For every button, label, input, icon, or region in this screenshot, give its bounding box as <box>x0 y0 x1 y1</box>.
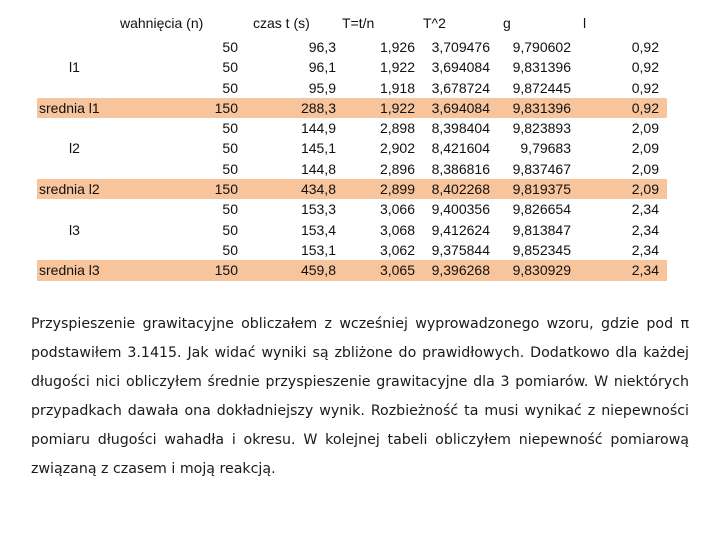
summary-cell-t: 434,8 <box>300 181 336 198</box>
cell-t: 96,1 <box>308 59 336 76</box>
table-row <box>37 240 667 260</box>
summary-cell-T2: 8,402268 <box>431 181 490 198</box>
cell-n: 50 <box>222 79 238 96</box>
cell-T: 2,902 <box>379 140 415 157</box>
header-t: czas t (s) <box>253 15 310 31</box>
cell-l: 2,34 <box>631 221 659 238</box>
cell-t: 144,9 <box>300 120 336 137</box>
cell-g: 9,823893 <box>512 120 571 137</box>
cell-g: 9,79683 <box>520 140 571 157</box>
summary-label: srednia l3 <box>39 262 100 279</box>
cell-g: 9,852345 <box>512 241 571 258</box>
cell-T: 3,062 <box>379 241 415 258</box>
table-row <box>37 118 667 138</box>
table-header <box>0 15 720 35</box>
cell-n: 50 <box>222 221 238 238</box>
summary-row <box>37 179 667 199</box>
summary-cell-l: 2,34 <box>631 262 659 279</box>
summary-cell-T: 3,065 <box>379 262 415 279</box>
cell-l: 0,92 <box>631 39 659 55</box>
cell-T: 2,898 <box>379 120 415 137</box>
cell-n: 50 <box>222 140 238 157</box>
cell-n: 50 <box>222 39 238 55</box>
cell-T: 1,922 <box>379 59 415 76</box>
table-row <box>37 37 667 57</box>
group-label: l3 <box>69 221 80 238</box>
cell-T2: 9,400356 <box>431 201 490 218</box>
summary-cell-n: 150 <box>214 99 238 116</box>
table-row <box>37 159 667 179</box>
table-row <box>37 138 667 158</box>
summary-cell-l: 2,09 <box>631 181 659 198</box>
cell-g: 9,872445 <box>512 79 571 96</box>
group-label: l2 <box>69 140 80 157</box>
cell-T2: 8,398404 <box>431 120 490 137</box>
summary-cell-t: 459,8 <box>300 262 336 279</box>
cell-g: 9,837467 <box>512 160 571 177</box>
cell-T2: 3,709476 <box>431 39 490 55</box>
cell-l: 2,34 <box>631 241 659 258</box>
summary-cell-g: 9,830929 <box>512 262 571 279</box>
cell-l: 2,09 <box>631 120 659 137</box>
cell-T: 3,068 <box>379 221 415 238</box>
cell-t: 153,1 <box>300 241 336 258</box>
group-label: l1 <box>69 59 80 76</box>
cell-T2: 9,375844 <box>431 241 490 258</box>
cell-l: 2,34 <box>631 201 659 218</box>
table-row <box>37 199 667 219</box>
cell-T2: 8,386816 <box>431 160 490 177</box>
cell-T2: 9,412624 <box>431 221 490 238</box>
cell-t: 145,1 <box>300 140 336 157</box>
summary-cell-n: 150 <box>214 181 238 198</box>
cell-t: 95,9 <box>308 79 336 96</box>
cell-t: 153,3 <box>300 201 336 218</box>
header-n: wahnięcia (n) <box>120 15 204 31</box>
header-l: l <box>583 15 587 31</box>
cell-g: 9,826654 <box>512 201 571 218</box>
cell-n: 50 <box>222 59 238 76</box>
summary-row <box>37 260 667 280</box>
cell-t: 96,3 <box>308 39 336 55</box>
header-T2: T^2 <box>423 15 446 31</box>
cell-T: 3,066 <box>379 201 415 218</box>
summary-cell-n: 150 <box>214 262 238 279</box>
cell-l: 0,92 <box>631 59 659 76</box>
summary-cell-g: 9,819375 <box>512 181 571 198</box>
cell-T2: 8,421604 <box>431 140 490 157</box>
cell-T: 1,918 <box>379 79 415 96</box>
cell-n: 50 <box>222 160 238 177</box>
cell-n: 50 <box>222 201 238 218</box>
cell-g: 9,790602 <box>512 39 571 55</box>
summary-cell-l: 0,92 <box>631 99 659 116</box>
cell-l: 2,09 <box>631 140 659 157</box>
cell-T: 2,896 <box>379 160 415 177</box>
summary-cell-T2: 9,396268 <box>431 262 490 279</box>
cell-T2: 3,678724 <box>431 79 490 96</box>
cell-t: 144,8 <box>300 160 336 177</box>
cell-g: 9,831396 <box>512 59 571 76</box>
summary-label: srednia l1 <box>39 99 100 116</box>
summary-label: srednia l2 <box>39 181 100 198</box>
cell-t: 153,4 <box>300 221 336 238</box>
table-row <box>37 57 667 77</box>
cell-l: 2,09 <box>631 160 659 177</box>
summary-cell-T2: 3,694084 <box>431 99 490 116</box>
cell-T: 1,926 <box>379 39 415 55</box>
summary-row <box>37 98 667 118</box>
summary-cell-T: 1,922 <box>379 99 415 116</box>
cell-T2: 3,694084 <box>431 59 490 76</box>
cell-g: 9,813847 <box>512 221 571 238</box>
summary-cell-t: 288,3 <box>300 99 336 116</box>
table-row <box>37 78 667 98</box>
header-g: g <box>503 15 511 31</box>
summary-cell-T: 2,899 <box>379 181 415 198</box>
cell-n: 50 <box>222 120 238 137</box>
summary-cell-g: 9,831396 <box>512 99 571 116</box>
header-T: T=t/n <box>342 15 375 31</box>
table-row <box>37 220 667 240</box>
cell-n: 50 <box>222 241 238 258</box>
cell-l: 0,92 <box>631 79 659 96</box>
measurement-table <box>37 37 667 281</box>
description-paragraph: Przyspieszenie grawitacyjne obliczałem z wcześniej wyprowadzonego wzoru, gdzie pod π podstawiłem 3.1415. Jak widać wyniki są zbliżone do prawidłowych. Dodatkowo dla każdej długości nici obliczyłem średnie przyspieszenie grawitacyjne dla 3 pomiarów. W niektórych przypadkach dawała ona dokładniejszy wynik. Rozbieżność ta musi wynikać z niepewności pomiaru długości wahadła i okresu. W kolejnej tabeli obliczyłem niepewność pomiarową związaną z czasem i moją reakcją. <box>31 316 689 477</box>
